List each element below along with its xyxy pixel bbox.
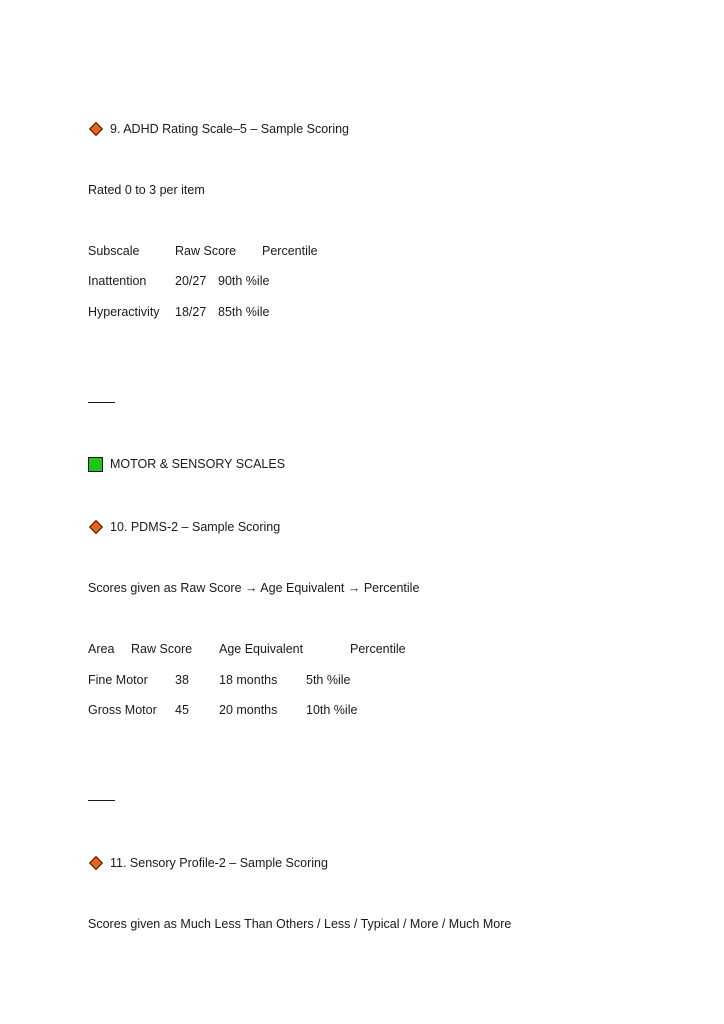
section-divider-2 xyxy=(88,800,115,801)
sensory-note: Scores given as Much Less Than Others / Less / Typical / More / Much More xyxy=(88,917,512,931)
adhd-row-inattention-raw: 20/27 xyxy=(175,274,207,288)
orange-diamond-icon xyxy=(89,856,103,870)
pdms-row-gross-motor-percentile: 10th %ile xyxy=(306,703,358,717)
adhd-row-hyperactivity-percentile: 85th %ile xyxy=(218,305,270,319)
pdms-row-fine-motor-raw: 38 xyxy=(175,673,189,687)
adhd-heading xyxy=(88,121,349,137)
sensory-heading-text: 11. Sensory Profile-2 – Sample Scoring xyxy=(110,856,328,870)
adhd-row-hyperactivity-subscale: Hyperactivity xyxy=(88,305,160,319)
adhd-header-percentile: Percentile xyxy=(262,244,318,258)
adhd-row-inattention-subscale: Inattention xyxy=(88,274,147,288)
orange-diamond-icon xyxy=(89,122,103,136)
sensory-heading xyxy=(88,855,328,871)
pdms-row-gross-motor-age: 20 months xyxy=(219,703,278,717)
section-divider-1 xyxy=(88,402,115,403)
orange-diamond-icon xyxy=(89,520,103,534)
adhd-header-subscale: Subscale xyxy=(88,244,140,258)
pdms-row-gross-motor-area: Gross Motor xyxy=(88,703,157,717)
pdms-header-raw-score: Raw Score xyxy=(131,642,193,656)
pdms-row-fine-motor-area: Fine Motor xyxy=(88,673,148,687)
motor-sensory-heading-text: MOTOR & SENSORY SCALES xyxy=(110,457,286,471)
pdms-row-gross-motor-raw: 45 xyxy=(175,703,189,717)
adhd-header-raw-score: Raw Score xyxy=(175,244,237,258)
adhd-row-inattention-percentile: 90th %ile xyxy=(218,274,270,288)
pdms-heading xyxy=(88,519,280,535)
motor-sensory-heading xyxy=(88,456,285,472)
adhd-heading-text: 9. ADHD Rating Scale–5 – Sample Scoring xyxy=(110,122,350,136)
pdms-note: Scores given as Raw Score → Age Equivalent → Percentile xyxy=(88,581,420,595)
pdms-row-fine-motor-age: 18 months xyxy=(219,673,278,687)
green-square-icon xyxy=(88,457,103,472)
pdms-heading-text: 10. PDMS-2 – Sample Scoring xyxy=(110,520,281,534)
adhd-note: Rated 0 to 3 per item xyxy=(88,183,205,197)
pdms-header-percentile: Percentile xyxy=(350,642,406,656)
pdms-header-age-equivalent: Age Equivalent xyxy=(219,642,304,656)
pdms-row-fine-motor-percentile: 5th %ile xyxy=(306,673,351,687)
adhd-row-hyperactivity-raw: 18/27 xyxy=(175,305,207,319)
pdms-header-area: Area xyxy=(88,642,115,656)
